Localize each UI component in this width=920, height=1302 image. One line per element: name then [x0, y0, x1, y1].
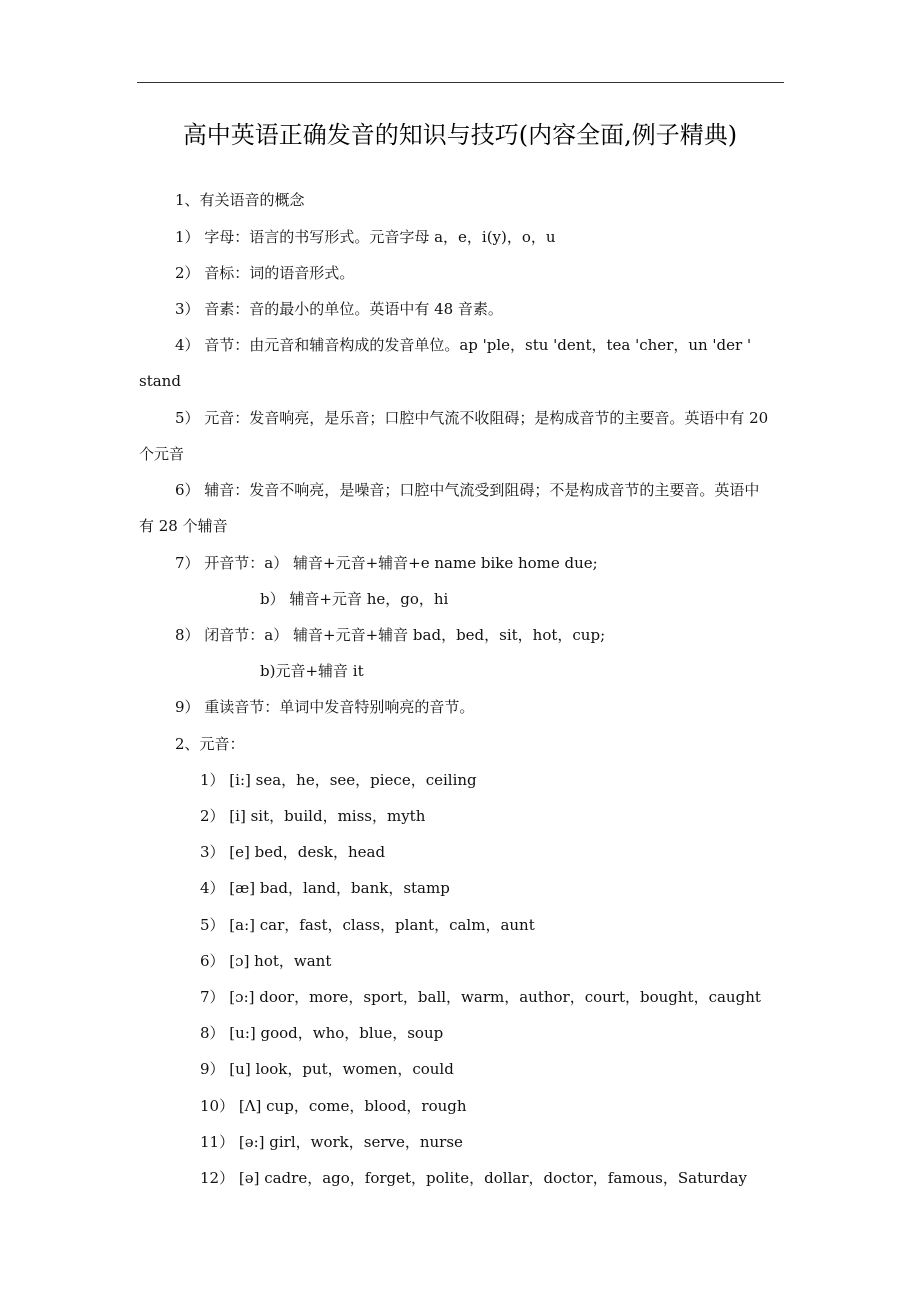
text-line: 10） [Λ] cup，come，blood，rough	[200, 1097, 467, 1115]
text-line: 9） [u] look，put，women，could	[200, 1060, 454, 1078]
text-line: 7） [ɔ:] door，more，sport，ball，warm，author，court，bought，caught	[200, 988, 761, 1006]
text-line: b） 辅音+元音 he，go，hi	[260, 590, 449, 608]
text-line: 2） 音标：词的语音形式。	[175, 264, 355, 282]
text-line: 2） [i] sit，build，miss，myth	[200, 807, 426, 825]
text-line: b)元音+辅音 it	[260, 662, 364, 680]
document-title: 高中英语正确发音的知识与技巧(内容全面,例子精典)	[182, 121, 738, 149]
text-line: 5） 元音：发音响亮，是乐音；口腔中气流不收阻碍；是构成音节的主要音。英语中有 20	[175, 409, 769, 427]
text-line: 12） [ə] cadre，ago，forget，polite，dollar，doctor，famous，Saturday	[200, 1169, 747, 1187]
text-line: 3） 音素：音的最小的单位。英语中有 48 音素。	[175, 300, 503, 318]
text-line: 有 28 个辅音	[139, 517, 228, 535]
text-line: 4） [æ] bad，land，bank，stamp	[200, 879, 450, 897]
text-line: 11） [ə:] girl，work，serve，nurse	[200, 1133, 463, 1151]
text-line: 1） 字母：语言的书写形式。元音字母 a，e，i(y)，o，u	[175, 228, 556, 246]
text-line: 6） [ɔ] hot，want	[200, 952, 332, 970]
text-line: 6） 辅音：发音不响亮，是噪音；口腔中气流受到阻碍；不是构成音节的主要音。英语中	[175, 481, 760, 499]
text-line: 4） 音节：由元音和辅音构成的发音单位。ap 'ple，stu 'dent，tea 'cher，un 'der '	[175, 336, 752, 354]
header-rule	[137, 82, 784, 83]
text-line: 1） [i:] sea，he，see，piece，ceiling	[200, 771, 477, 789]
text-line: 1、有关语音的概念	[175, 191, 305, 209]
text-line: 7） 开音节：a） 辅音+元音+辅音+e name bike home due;	[175, 554, 598, 572]
text-line: 3） [e] bed，desk，head	[200, 843, 386, 861]
text-line: 9） 重读音节：单词中发音特别响亮的音节。	[175, 698, 475, 716]
text-line: stand	[139, 372, 181, 390]
text-line: 5） [a:] car，fast，class，plant，calm，aunt	[200, 916, 535, 934]
text-line: 8） [u:] good，who，blue，soup	[200, 1024, 444, 1042]
text-line: 个元音	[139, 445, 185, 463]
text-line: 8） 闭音节：a） 辅音+元音+辅音 bad，bed，sit，hot，cup;	[175, 626, 606, 644]
text-line: 2、元音：	[175, 735, 245, 753]
